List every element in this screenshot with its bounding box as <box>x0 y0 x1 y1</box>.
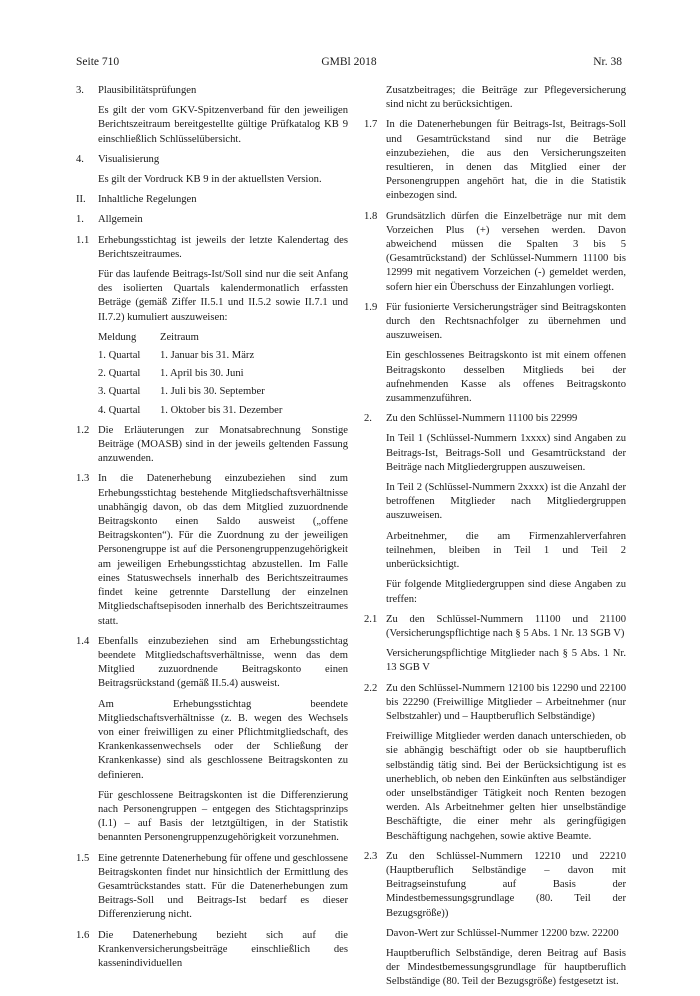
journal-issue: GMBl 2018 <box>321 56 377 68</box>
section-3-text: Es gilt der vom GKV-Spitzenverband für den jeweiligen Berichtszeitraum bereitgestellte gültige Prüfkatalog KB 9 einschließlich Schlüsselübersicht. <box>98 105 348 145</box>
section-1-4: 1.4 Ebenfalls einzubeziehen sind am Erhebungsstichtag beendete Mitgliedschaftsverhältnisse, wenn das dem Mitglied zuzuordnende Beitragskonto einen Beitragsrückstand (gemäß II.5.4) ausweist. <box>76 635 348 690</box>
right-column <box>364 84 626 996</box>
section-4-text: Es gilt der Vordruck KB 9 in der aktuellsten Version. <box>98 174 322 186</box>
section-1-1-text2: Für das laufende Beitrags-Ist/Soll sind nur die seit Anfang des isolierten Quartals kalendermonatlich erfassten Beträge (gemäß Ziffer II.5.1 und II.5.2 sowie II.7.1 und II.7.2) kumuliert auszuweisen: <box>98 269 348 323</box>
section-1-2: 1.2 Die Erläuterungen zur Monatsabrechnung Sonstige Beiträge (MOASB) sind in der jeweils geltenden Fassung anzuwenden. <box>76 424 348 465</box>
section-2-3: 2.3 Zu den Schlüssel-Nummern 12210 und 22210 (Hauptberuflich Selbständige – davon mit Beitragseinstufung auf Basis der Mindestbemessungsgrundlage (80. Teil der Bezugsgröße)) <box>364 850 626 919</box>
section-1-heading: 1. Allgemein <box>76 214 143 226</box>
quarter-row: 3. Quartal 1. Juli bis 30. September <box>98 386 265 398</box>
section-2-3-text3: Hauptberuflich Selbständige, deren Beitrag auf Basis der Mindestbemessungsgrundlage für hauptberuflich Selbständige (80. Teil der Bezugsgröße) festgesetzt ist. <box>386 947 626 988</box>
section-1-3: 1.3 In die Datenerhebung einzubeziehen sind zum Erhebungsstichtag bestehende Mitgliedschaftsverhältnisse unabhängig davon, ob das dem Mitglied zuzuordnende Beitragskonto einen Saldo ausweist („offene Beitragskonten“). Für die Zuordnung zu der jeweiligen Personengruppe ist auf die Personengruppenzugehörigkeit am jeweiligen Erhebungsstichtag abzustellen. Im Falle eines Statuswechsels innerhalb des Berichtszeitraumes findet keine getrennte Darstellung der einzelnen Mitgliedschaftsepisoden innerhalb des Berichtszeitraumes statt. <box>76 473 348 627</box>
section-2-2: 2.2 Zu den Schlüssel-Nummern 12100 bis 12290 und 22100 bis 22290 (Freiwillige Mitglieder – Arbeitnehmer (nur Selbstzahler) und – Hauptberuflich Selbständige) <box>364 682 626 722</box>
quarter-row: 4. Quartal 1. Oktober bis 31. Dezember <box>98 404 283 416</box>
section-1-4-text3: Für geschlossene Beitragskonten ist die Differenzierung nach Personengruppen – entgegen des Stichtagsprinzips (I.1) – auf Basis der letztgültigen, in der Statistik benannten Personengruppenzugehörigkeit vorzunehmen. <box>98 789 348 844</box>
section-1-7: 1.7 In die Datenerhebungen für Beitrags-Ist, Beitrags-Soll und Gesamtrückstand sind nur die Beträge einzubeziehen, die aus den Versicherungszeiten resultieren, in denen das Mitglied einer der Personengruppen angehört hat, die in die Statistik einbezogen sind. <box>364 119 626 202</box>
section-3-heading: 3. Plausibilitätsprüfungen <box>76 85 197 96</box>
section-1-9-text2: Ein geschlossenes Beitragskonto ist mit einem offenen Beitragskonto desselben Mitglieds bei der aufnehmenden Kasse als offenes Beitragskonto zusammenzuführen. <box>386 350 626 405</box>
quarter-row: 2. Quartal 1. April bis 30. Juni <box>98 368 244 380</box>
section-II-heading: II. Inhaltliche Regelungen <box>76 194 197 206</box>
section-2-text4: Für folgende Mitgliedergruppen sind diese Angaben zu treffen: <box>386 579 626 605</box>
section-1-6: 1.6 Die Datenerhebung bezieht sich auf die Krankenversicherungsbeiträge einschließlich des kassenindividuellen <box>76 929 348 969</box>
left-column <box>76 84 348 977</box>
issue-number: Nr. 38 <box>593 56 622 68</box>
section-2-text3: Arbeitnehmer, die am Firmenzahlerverfahren teilnehmen, bleiben in Teil 1 und Teil 2 unberücksichtigt. <box>386 530 626 571</box>
quarter-row: 1. Quartal 1. Januar bis 31. März <box>98 350 255 362</box>
section-2-heading: 2. Zu den Schlüssel-Nummern 11100 bis 22999 <box>364 413 578 425</box>
page-header <box>76 56 622 72</box>
section-2-2-text2: Freiwillige Mitglieder werden danach unterschieden, ob sie abhängig beschäftigt oder ob sie hauptberuflich selbständig tätig sind. Bei der Berücksichtigung ist es unerheblich, ob neben den Einkünften aus selbständiger oder unselbständiger Tätigkeit noch Renten bezogen werden. Als Arbeitnehmer gelten hier unselbständige Beschäftigte, die einer mehr als geringfügigen Beschäftigung nachgehen, sowie aktive Beamte. <box>386 731 626 842</box>
section-4-heading: 4. Visualisierung <box>76 153 160 165</box>
section-2-3-text2: Davon-Wert zur Schlüssel-Nummer 12200 bzw. 22200 <box>386 927 619 939</box>
section-1-8: 1.8 Grundsätzlich dürfen die Einzelbeträge nur mit dem Vorzeichen Plus (+) versehen werden. Davon abweichend müssen die Spalten 3 bis 5 (Gesamtrückstand) der Schlüssel-Nummern 11100 bis 12999 mit negativem Vorzeichen (-) gemeldet werden, sofern hier ein Überschuss der Einzahlungen vorliegt. <box>364 210 626 293</box>
section-1-4-text2: Am Erhebungsstichtag beendete Mitgliedschaftsverhältnisse (z. B. wegen des Wechsels von einer freiwilligen zu einer Pflichtmitgliedschaft, des Krankenkassenwechsels oder der Schließung der Krankenkasse) sind als geschlossene Beitragskonten zu definieren. <box>98 698 348 781</box>
section-1-9: 1.9 Für fusionierte Versicherungsträger sind Beitragskonten durch den Rechtsnachfolger zu übernehmen und auszuweisen. <box>364 301 626 342</box>
page-number: Seite 710 <box>76 56 120 68</box>
section-1-1: 1.1 Erhebungsstichtag ist jeweils der letzte Kalendertag des Berichtszeitraumes. <box>76 234 348 260</box>
section-2-1-text2: Versicherungspflichtige Mitglieder nach § 5 Abs. 1 Nr. 13 SGB V <box>386 648 626 674</box>
quarter-table-header: Meldung Zeitraum <box>98 331 199 343</box>
section-2-1: 2.1 Zu den Schlüssel-Nummern 11100 und 21100 (Versicherungspflichtige nach § 5 Abs. 1 Nr. 13 SGB V) <box>364 613 626 639</box>
section-2-text: In Teil 1 (Schlüssel-Nummern 1xxxx) sind Angaben zu Beitrags-Ist, Beitrags-Soll und Gesamtrückstand der Beiträge nach Mitgliedergruppen auszuweisen. <box>386 433 626 473</box>
section-1-6-continued: Zusatzbeitrages; die Beiträge zur Pflegeversicherung sind nicht zu berücksichtigen. <box>386 85 626 111</box>
section-1-5: 1.5 Eine getrennte Datenerhebung für offene und geschlossene Beitragskonten findet nur hinsichtlich der Ermittlung des Gesamtrückstandes statt. Für die Datenerhebungen zum Beitrags-Soll und Beitrags-Ist bedarf es dieser Differenzierung nicht. <box>76 852 348 921</box>
section-2-text2: In Teil 2 (Schlüssel-Nummern 2xxxx) ist die Anzahl der betroffenen Mitglieder nach Mitgliedergruppen auszuweisen. <box>386 482 626 522</box>
